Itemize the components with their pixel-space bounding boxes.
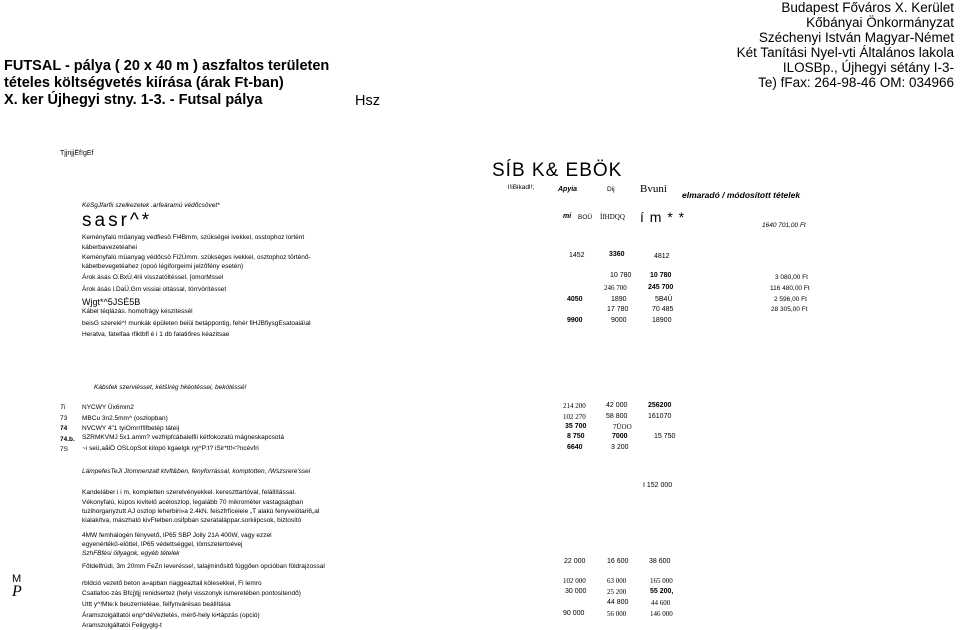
address-line-4: Két Tanítási Nyel-vti Általános lakola <box>736 45 954 60</box>
block1-heading: sasr^* <box>82 210 153 231</box>
meter-text: Áramszolgáltatói enp^déVezletés, mérő-hely ki•tápzás (opció) <box>82 612 260 619</box>
item4-total: 245 700 <box>648 284 674 291</box>
block3-intro: LámpefesTeJi Jtomnenzalt ktvft&ben, fényforrással, komptotten, /Wszsrere'ssei <box>82 468 311 475</box>
row-75-text: NVCWY 4"1 tyiOmrrf!lfbetép táteij <box>82 425 180 432</box>
item1-total: 1640 701,00 Ft <box>762 222 806 229</box>
foundation-a: 102 000 <box>563 577 586 585</box>
subtitle-code: TjjnjjËf!gEf <box>60 150 94 157</box>
lamp-text-4: kialakítva, mászható kivFtelben.osifpban szerataláppar.sorkiipcsok, biztosító <box>82 517 302 524</box>
lamp-text-1: Kandeláber i i m, kompletten szerelvényekkel. kereszttartóval, felállítással. <box>82 489 296 496</box>
ground-text: Főtdelfrüdi, 3m 20mm FeZn leverésse!, talajminősitő függően opcióban földrajzossal <box>82 563 325 570</box>
col-head-bvuni: Bvuni <box>640 183 667 195</box>
meter-c: 146 000 <box>650 610 673 618</box>
item5-total: 5B4Ü <box>655 296 673 303</box>
row-76-text: SZRMKVMJ 5x1.amm? vezfripfcábalelfii kétfokozatú mágneskapcsotá <box>82 434 284 441</box>
row-76-c: 15 750 <box>654 433 676 440</box>
item7-apyia: 9900 <box>567 317 583 324</box>
setup-b: 44 800 <box>607 599 629 606</box>
row-74-text: MBCu 3n2.5mm^ (oszlopban) <box>82 415 168 422</box>
margin-letter-m: M <box>12 573 22 585</box>
item6-modified: 28 305,00 Ft <box>771 306 808 313</box>
connection-c: 55 200, <box>650 588 674 595</box>
row-77-no: 7S <box>60 446 68 453</box>
document-title <box>4 58 329 109</box>
lamp-text-3: tuzihorganyzutt AJ oszlop leherbiri»a 2.4kN. feiszfrfíceieie „T alakú fenyveiötari6„al <box>82 508 320 515</box>
item2-apyia: 1452 <box>569 252 585 259</box>
title-line-2: tételes költségvetés kiírása (árak Ft-ban) <box>4 75 284 91</box>
block1-intro: KëSgJfarfii szelkezetek .arfeáramú védőcsövet* <box>82 202 220 209</box>
item2-dij: 3360 <box>609 251 625 258</box>
ground-b: 16 600 <box>607 558 629 565</box>
connection-a: 30 000 <box>565 588 587 595</box>
col-head-modified: elmaradó / módosított tételek <box>682 190 801 200</box>
item6-dij: 17 780 <box>607 306 629 313</box>
item7-total: 18900 <box>652 317 672 324</box>
item3-dij: 10 780 <box>610 272 632 279</box>
foundation-c: 165 000 <box>650 577 673 585</box>
unit-bou: BOÜ <box>578 214 593 221</box>
item6-text: Kábel téqlázás. homofrágy készitessél <box>82 308 193 315</box>
row-76-b: 7000 <box>612 433 628 440</box>
item4-modified: 116 480,00 Ft <box>770 285 810 292</box>
row-75-b: 7ÜOO <box>613 423 632 431</box>
row-73-b: 42 000 <box>606 402 628 409</box>
item6-total: 70 485 <box>652 306 674 313</box>
item4-dij: 246 700 <box>604 284 627 292</box>
col-head-0: l!iBikadl!; <box>508 184 535 191</box>
ground-a: 22 000 <box>564 558 586 565</box>
connection-text: Csatlafoc-zás Bfcj)tjj renidsertez (helyi visszonyk ismeretében pontositendő) <box>82 590 301 597</box>
foundation-b: 63 000 <box>607 577 627 585</box>
connection-b: 25 200 <box>607 588 627 596</box>
row-77-a: 6640 <box>567 444 583 451</box>
item4-text: Árok ásás l.DaÜ.Gm vissiai oltással, törrvörítésset <box>82 286 227 293</box>
item3-modified: 3 080,00 Ft <box>775 274 808 281</box>
ground-c: 38 600 <box>649 558 671 565</box>
lamp-value: I 152 000 <box>643 482 673 489</box>
row-74-a: 102 270 <box>563 413 586 421</box>
item5-dij: 1890 <box>611 296 627 303</box>
row-74-b: 58 800 <box>606 413 628 420</box>
lamp-text-7: SzhFBfési öllyagok, egyéb tételek <box>82 550 180 557</box>
row-76-no: 74.b. <box>60 436 75 443</box>
address-line-5: ILOSBp., Újhegyi sétány I-3- <box>782 60 954 75</box>
item2-text: Keményfalú müanyag védőcsö Fi2Úmm. szükséges ivekkel, osztophoz történő- <box>82 254 311 261</box>
section-title: SÍB K& EBÖK <box>492 160 623 181</box>
setup-text: Uttt y^!Mte:k beuzerrieléae, felfynvárésas beállítása <box>82 601 231 608</box>
row-75-no: 74 <box>60 425 68 432</box>
row-75-a: 35 700 <box>565 423 587 430</box>
item1-text-b: káberbavezetéahei <box>82 244 137 251</box>
item3-text: Árok ásás O.BxÚ.4rii visszatöltéssel. [omorMssel <box>82 274 224 281</box>
item5-modified: 2 596,00 Ft <box>774 296 807 303</box>
row-73-a: 214 200 <box>563 402 586 410</box>
row-73-no: Ti <box>60 404 66 411</box>
col-head-apyia: Apyia <box>558 186 578 193</box>
col-head-dij: Dij <box>607 186 615 193</box>
setup-c: 44 600 <box>651 599 671 607</box>
item8-text: Heratva, fatelfaa rfiktbfl é i 1 db falatiőres kéazitsae <box>82 331 230 338</box>
supervision-text: Aramszolgáltatói Feligyglg-t <box>82 622 162 629</box>
institution-address <box>737 0 954 90</box>
lamp-text-2: Vékonyfalú, kúpos kivitelű acéloszlop, legalább 70 mikrométer vastagságban <box>82 499 304 506</box>
item1-text: Keményfalú műanyag vedfiesö Fi4Bmm, szükségei ivekkel, osstophoz lortént <box>82 234 305 241</box>
item5-text: Wjgt*^5JSÉ5B <box>82 297 141 307</box>
address-line-3: Széchenyi István Magyar-Német <box>758 30 954 45</box>
margin-letter-p: P <box>12 583 22 600</box>
hsz-label: Hsz <box>355 93 380 109</box>
block2-intro: Kábsfek szerviésset, kétšIrég hkéotéssei, bekótéssé! <box>94 384 247 391</box>
item7-dij: 9000 <box>611 317 627 324</box>
address-line-2: Kőbányai Önkormányzat <box>806 15 954 30</box>
row-73-text: NYCWY Üx6mm2 <box>82 404 134 411</box>
row-77-b: 3 200 <box>611 444 629 451</box>
meter-b: 56 000 <box>607 610 627 618</box>
row-74-c: 161070 <box>648 413 672 420</box>
item2-total: 4812 <box>654 253 670 260</box>
address-line-1: Budapest Főváros X. Kerület <box>781 0 954 15</box>
unit-ifhdqq: ÍfHDQQ <box>600 213 625 221</box>
lamp-text-6: egyenértékű-elöttel, IP65 védettséggel, tömszetertoévej <box>82 541 243 548</box>
item5-apyia: 4050 <box>567 296 583 303</box>
row-73-c: 256200 <box>648 402 672 409</box>
foundation-text: rbldció vezető beton a»apban riaggeaztail kölesekkel, Fi lemro <box>82 580 262 587</box>
address-line-6: Te) fFax: 264-98-46 OM: 034966 <box>758 75 954 90</box>
row-77-text: ~i seü,aãiÖ OSLopSot kilopó kgaelgk ryj^P:t? iSir*tt!<?ncévfri <box>82 445 259 452</box>
item7-text: beisG szereié^! munkák épületen beiüi betáppontig, fehér fiHJBfiysgEsatoaiá\al <box>82 320 311 327</box>
row-74-no: 73 <box>60 415 68 422</box>
unit-im: í m * * <box>640 209 686 225</box>
meter-a: 90 000 <box>563 610 585 617</box>
lamp-text-5: 4MW femhalogén fényvető, IP65 SBP Jolly 21A 400W, vagy ezzel <box>82 532 272 539</box>
unit-mi: mi <box>563 213 572 220</box>
item3-total: 10 780 <box>650 272 672 279</box>
title-line-1: FUTSAL - pálya ( 20 x 40 m ) aszfaltos területen <box>4 58 330 74</box>
item2-text-b: kábetbevegetéahez (opoó légiforgeimi jelzőfény esetén) <box>82 263 244 270</box>
row-76-a: 8 750 <box>567 433 585 440</box>
title-line-3: X. ker Újhegyi stny. 1-3. - Futsal pálya <box>4 92 263 108</box>
